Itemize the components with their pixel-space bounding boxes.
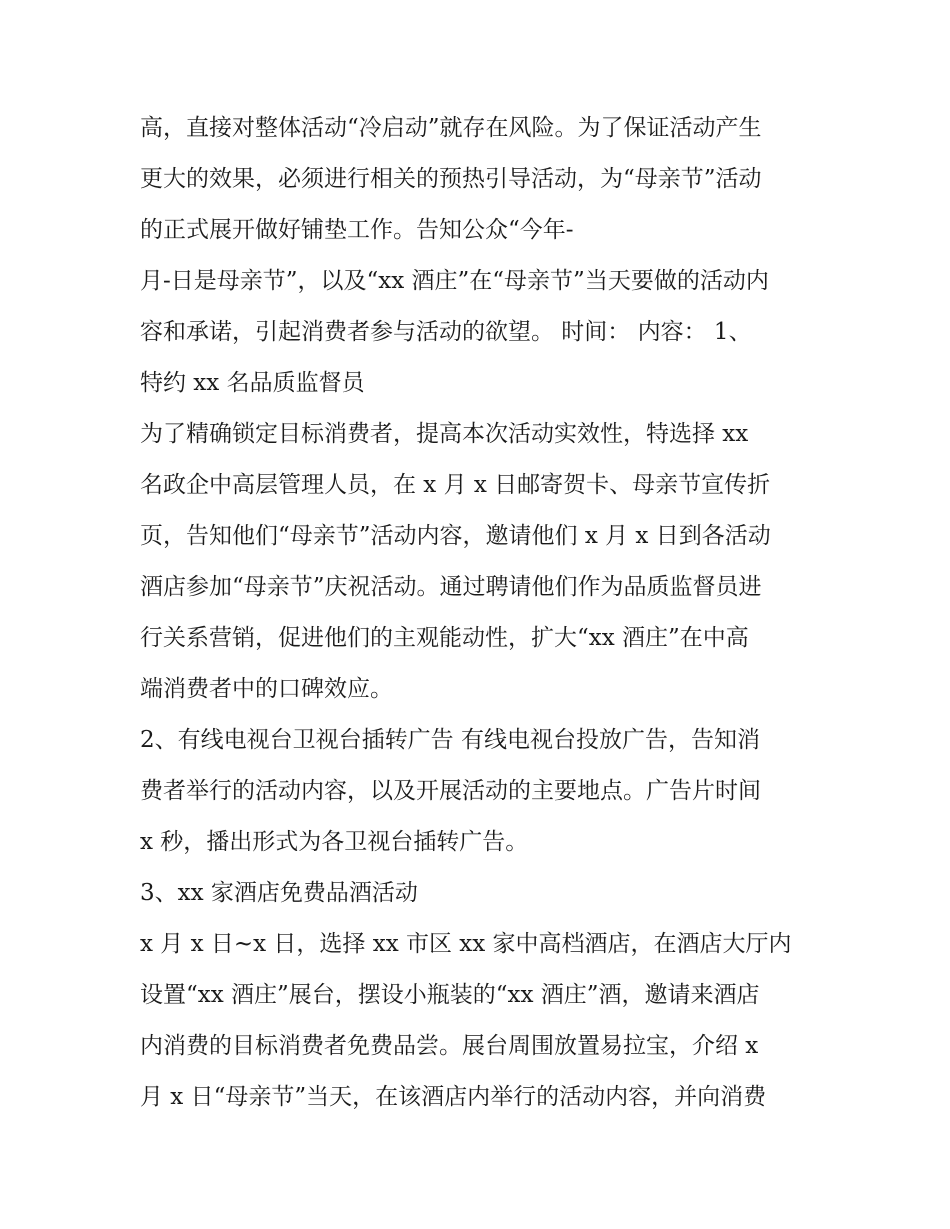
text-line: 页，告知他们“母亲节”活动内容，邀请他们 x 月 x 日到各活动 [140, 523, 771, 549]
text-line: 高，直接对整体活动“冷启动”就存在风险。为了保证活动产生 [140, 115, 762, 141]
text-line: 酒店参加“母亲节”庆祝活动。通过聘请他们作为品质监督员进 [140, 574, 762, 600]
text-line: 的正式展开做好铺垫工作。告知公众“今年- [140, 217, 574, 243]
section-heading-3: 3、xx 家酒店免费品酒活动 [140, 880, 418, 906]
text-line: 更大的效果，必须进行相关的预热引导活动，为“母亲节”活动 [140, 166, 762, 192]
section-heading-1: 特约 xx 名品质监督员 [140, 370, 365, 396]
text-line: x 月 x 日~x 日，选择 xx 市区 xx 家中高档酒店，在酒店大厅内 [140, 931, 792, 957]
text-line: 内消费的目标消费者免费品尝。展台周围放置易拉宝，介绍 x [140, 1033, 759, 1059]
text-line: 月-日是母亲节”，以及“xx 酒庄”在“母亲节”当天要做的活动内 [140, 268, 769, 294]
text-line: 端消费者中的口碑效应。 [140, 676, 393, 702]
text-line: 费者举行的活动内容，以及开展活动的主要地点。广告片时间 [140, 778, 761, 804]
text-line: x 秒，播出形式为各卫视台插转广告。 [140, 829, 529, 855]
document-body [140, 103, 830, 1123]
text-line: 行关系营销，促进他们的主观能动性，扩大“xx 酒庄”在中高 [140, 625, 749, 651]
text-line: 设置“xx 酒庄”展台，摆设小瓶装的“xx 酒庄”酒，邀请来酒店 [140, 982, 760, 1008]
text-line: 容和承诺，引起消费者参与活动的欲望。 时间： 内容： 1、 [140, 319, 752, 345]
text-line: 月 x 日“母亲节”当天，在该酒店内举行的活动内容，并向消费 [140, 1084, 767, 1110]
text-line: 名政企中高层管理人员，在 x 月 x 日邮寄贺卡、母亲节宣传折 [140, 472, 771, 498]
text-line: 为了精确锁定目标消费者，提高本次活动实效性，特选择 xx [140, 421, 749, 447]
section-heading-2: 2、有线电视台卫视台插转广告 有线电视台投放广告，告知消 [140, 727, 760, 753]
